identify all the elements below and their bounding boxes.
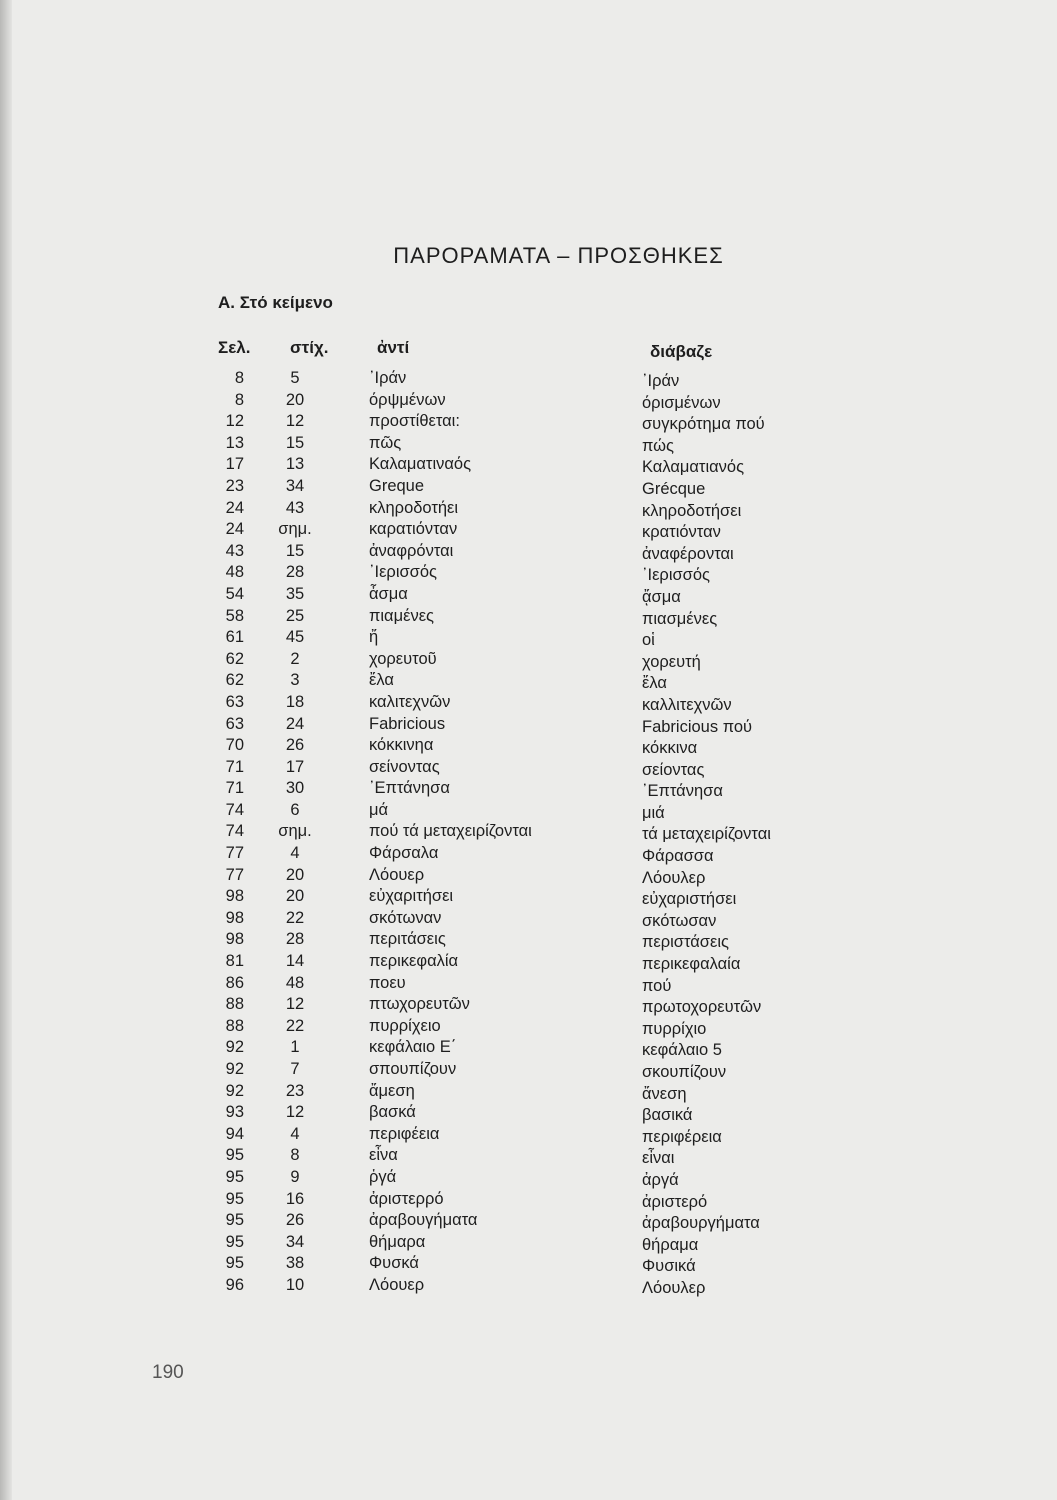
errata-row: [0, 562, 1057, 584]
errata-page-cell: 92: [225, 1081, 244, 1100]
errata-read-cell: ᾿Ιερισσός: [642, 566, 710, 585]
errata-page-cell: 12: [225, 412, 244, 431]
errata-instead-cell: σκότωναν: [369, 908, 442, 927]
errata-read-cell: Λόουλερ: [642, 868, 706, 887]
errata-line-cell: 43: [285, 498, 305, 517]
errata-read-cell: κληροδοτήσει: [642, 501, 742, 520]
errata-read-cell: ᾿Επτάνησα: [642, 782, 723, 801]
errata-line-cell: 7: [290, 1060, 300, 1078]
errata-instead-cell: σείνοντας: [369, 757, 440, 776]
errata-instead-cell: κληροδοτήει: [369, 498, 459, 517]
errata-row: [0, 1037, 1057, 1059]
errata-line-cell: 25: [285, 606, 305, 625]
errata-row: [0, 1059, 1057, 1081]
errata-row: [0, 1210, 1057, 1232]
errata-instead-cell: ἀναφρόνται: [369, 541, 454, 560]
errata-page-cell: 63: [225, 714, 244, 733]
errata-page-cell: 98: [225, 887, 244, 906]
errata-instead-cell: περιτάσεις: [369, 930, 446, 949]
errata-row: [0, 1189, 1057, 1211]
errata-read-cell: Fabricious πού: [642, 717, 753, 736]
errata-instead-cell: κόκκινηα: [369, 736, 434, 755]
errata-row: [0, 584, 1057, 606]
errata-line-cell: 2: [290, 649, 300, 668]
errata-page-cell: 48: [225, 563, 244, 582]
errata-instead-cell: καλιτεχνῶν: [369, 692, 451, 711]
errata-page-cell: 58: [225, 606, 244, 625]
errata-page-cell: 74: [225, 822, 244, 841]
errata-instead-cell: εὐχαριτήσει: [369, 887, 454, 906]
errata-read-cell: τά μεταχειρίζονται: [642, 825, 771, 844]
errata-line-cell: 34: [285, 1232, 305, 1251]
column-header-read: διάβαζε: [650, 342, 713, 361]
errata-read-cell: πού: [642, 976, 672, 995]
errata-instead-cell: εἶνα: [369, 1146, 398, 1165]
column-header-instead: ἀντί: [377, 338, 410, 357]
errata-read-cell: Λόουλερ: [642, 1278, 706, 1297]
errata-line-cell: 12: [285, 1103, 305, 1122]
errata-read-cell: κρατιόνταν: [642, 523, 721, 542]
errata-page-cell: 8: [234, 390, 244, 409]
errata-line-cell: 8: [290, 1146, 300, 1165]
errata-line-cell: 14: [285, 952, 305, 971]
errata-row: [0, 994, 1057, 1016]
errata-page-cell: 88: [225, 995, 244, 1014]
errata-page-cell: 71: [225, 779, 244, 798]
page-title: ΠΑΡΟΡΑΜΑΤΑ – ΠΡΟΣΘΗΚΕΣ: [393, 243, 724, 268]
errata-row: [0, 411, 1057, 433]
errata-line-cell: 6: [290, 800, 300, 819]
errata-read-cell: κεφάλαιο 5: [642, 1041, 722, 1060]
errata-instead-cell: πού τά μεταχειρίζονται: [369, 822, 532, 841]
errata-instead-cell: βασκά: [369, 1103, 416, 1122]
errata-page-cell: 98: [225, 930, 244, 949]
errata-read-cell: κόκκινα: [642, 739, 698, 758]
errata-instead-cell: ἆσμα: [369, 584, 408, 603]
errata-line-cell: 22: [285, 908, 305, 927]
errata-row: [0, 390, 1057, 412]
errata-read-cell: εὐχαριστήσει: [642, 890, 737, 909]
errata-read-cell: ἀραβουργήματα: [642, 1214, 760, 1233]
errata-page-cell: 70: [225, 736, 244, 755]
errata-read-cell: όρισμένων: [642, 393, 721, 412]
errata-read-cell: καλλιτεχνῶν: [642, 695, 732, 714]
errata-line-cell: 28: [285, 563, 305, 582]
errata-read-cell: μιά: [642, 803, 665, 822]
errata-line-cell: 20: [285, 390, 305, 409]
errata-instead-cell: ἄμεση: [369, 1081, 415, 1100]
errata-read-cell: σείοντας: [642, 760, 705, 779]
errata-page-cell: 23: [225, 476, 244, 495]
errata-page-cell: 95: [225, 1232, 244, 1251]
page-number: 190: [152, 1362, 184, 1383]
errata-read-cell: ᾄσμα: [642, 587, 681, 606]
errata-instead-cell: Φάρσαλα: [369, 844, 439, 863]
errata-instead-cell: όρψμένων: [369, 390, 446, 409]
errata-read-cell: πώς: [642, 436, 674, 455]
errata-page-cell: 96: [225, 1275, 244, 1294]
errata-line-cell: 24: [285, 714, 305, 733]
errata-page-cell: 13: [225, 433, 244, 452]
errata-page-cell: 54: [225, 584, 244, 603]
errata-line-cell: 17: [285, 757, 305, 776]
errata-row: [0, 908, 1057, 930]
errata-read-cell: πρωτοχορευτῶν: [642, 998, 762, 1017]
errata-instead-cell: προστίθεται:: [369, 412, 460, 431]
errata-row: [0, 973, 1057, 995]
errata-instead-cell: ᾿Ιράν: [369, 369, 407, 387]
errata-line-cell: 1: [290, 1038, 300, 1057]
errata-instead-cell: χορευτοῦ: [369, 649, 437, 668]
errata-line-cell: 12: [285, 995, 305, 1014]
errata-page-cell: 81: [225, 952, 244, 971]
errata-row: [0, 714, 1057, 736]
errata-line-cell: 48: [285, 973, 305, 992]
errata-line-cell: 34: [285, 476, 305, 495]
errata-page-cell: 71: [225, 757, 244, 776]
errata-page-cell: 24: [225, 498, 244, 517]
errata-read-cell: Φάρασσα: [642, 847, 714, 866]
errata-row: [0, 778, 1057, 800]
errata-instead-cell: πτωχορευτῶν: [369, 995, 470, 1014]
errata-read-cell: συγκρότημα πού: [642, 415, 765, 434]
errata-line-cell: σημ.: [278, 822, 312, 841]
errata-instead-cell: περιφέεια: [369, 1124, 440, 1143]
errata-instead-cell: πιαμένες: [369, 606, 435, 625]
errata-instead-cell: θήμαρα: [369, 1232, 426, 1251]
errata-page-cell: 63: [225, 692, 244, 711]
errata-read-cell: βασικά: [642, 1106, 693, 1125]
errata-row: [0, 886, 1057, 908]
errata-row: [0, 1232, 1057, 1254]
errata-instead-cell: περικεφαλία: [369, 952, 459, 971]
errata-line-cell: 35: [285, 584, 305, 603]
errata-line-cell: 4: [290, 844, 300, 863]
errata-table: [0, 368, 1057, 1297]
errata-instead-cell: ἀριστερρό: [369, 1189, 444, 1208]
errata-line-cell: 28: [285, 930, 305, 949]
errata-page-cell: 98: [225, 908, 244, 927]
errata-row: [0, 1253, 1057, 1275]
errata-read-cell: Φυσικά: [642, 1257, 696, 1276]
errata-row: [0, 1081, 1057, 1103]
errata-row: [0, 692, 1057, 714]
errata-line-cell: 22: [285, 1016, 305, 1035]
errata-row: [0, 433, 1057, 455]
errata-read-cell: οἱ: [642, 631, 655, 650]
errata-row: [0, 454, 1057, 476]
errata-row: [0, 627, 1057, 649]
errata-page-cell: 17: [225, 455, 244, 474]
errata-row: [0, 1124, 1057, 1146]
errata-row: [0, 1167, 1057, 1189]
errata-row: [0, 865, 1057, 887]
errata-page-cell: 62: [225, 671, 244, 690]
errata-page-cell: 95: [225, 1167, 244, 1186]
errata-instead-cell: ἀραβουγήματα: [369, 1211, 478, 1230]
errata-read-cell: ἀργά: [642, 1170, 679, 1189]
errata-read-cell: Grécque: [642, 479, 706, 498]
errata-page-cell: 95: [225, 1146, 244, 1165]
errata-line-cell: 18: [285, 692, 305, 711]
errata-read-cell: ἀριστερό: [642, 1192, 708, 1211]
errata-row: [0, 519, 1057, 541]
errata-instead-cell: ἤ: [369, 628, 379, 647]
errata-page-cell: 93: [225, 1103, 244, 1122]
errata-read-cell: Καλαματιανός: [642, 458, 745, 477]
errata-instead-cell: Λόουερ: [369, 1275, 425, 1294]
column-header-line: στίχ.: [290, 338, 329, 357]
errata-page-cell: 74: [225, 800, 244, 819]
errata-line-cell: 20: [285, 887, 305, 906]
errata-row: [0, 541, 1057, 563]
errata-line-cell: 45: [285, 628, 305, 647]
errata-row: [0, 476, 1057, 498]
errata-read-cell: περιστάσεις: [642, 933, 729, 952]
errata-page-cell: 95: [225, 1189, 244, 1208]
errata-row: [0, 951, 1057, 973]
errata-read-cell: ᾿Ιράν: [642, 372, 680, 390]
errata-line-cell: 26: [285, 736, 305, 755]
errata-row: [0, 735, 1057, 757]
errata-row: [0, 800, 1057, 822]
errata-instead-cell: σπουπίζουν: [369, 1060, 457, 1078]
errata-line-cell: 15: [285, 541, 305, 560]
column-header-page: Σελ.: [218, 338, 251, 357]
errata-row: [0, 368, 1057, 390]
errata-line-cell: 4: [290, 1124, 300, 1143]
errata-row: [0, 1145, 1057, 1167]
errata-instead-cell: Λόουερ: [369, 865, 425, 884]
errata-read-cell: περικεφαλαία: [642, 955, 741, 974]
errata-read-cell: ἄνεση: [642, 1084, 687, 1103]
errata-line-cell: σημ.: [278, 520, 312, 539]
errata-instead-cell: ἔλα: [369, 671, 394, 690]
errata-page-cell: 61: [225, 628, 244, 647]
errata-read-cell: χορευτή: [642, 652, 701, 671]
errata-line-cell: 23: [285, 1081, 305, 1100]
errata-row: [0, 843, 1057, 865]
errata-line-cell: 26: [285, 1211, 305, 1230]
errata-line-cell: 16: [285, 1189, 305, 1208]
errata-read-cell: σκότωσαν: [642, 911, 717, 930]
errata-line-cell: 15: [285, 433, 305, 452]
errata-instead-cell: καρατιόνταν: [369, 520, 458, 539]
errata-line-cell: 13: [285, 455, 305, 474]
errata-row: [0, 670, 1057, 692]
errata-page-cell: 95: [225, 1211, 244, 1230]
errata-page-cell: 95: [225, 1254, 244, 1273]
errata-page-cell: 86: [225, 973, 244, 992]
errata-read-cell: εἶναι: [642, 1149, 675, 1168]
errata-page-cell: 77: [225, 844, 244, 863]
errata-instead-cell: Φυσκά: [369, 1254, 419, 1273]
errata-row: [0, 1102, 1057, 1124]
errata-line-cell: 12: [285, 412, 305, 431]
errata-line-cell: 10: [285, 1275, 305, 1294]
errata-line-cell: 38: [285, 1254, 305, 1273]
errata-row: [0, 498, 1057, 520]
errata-instead-cell: ῥγά: [369, 1167, 397, 1186]
errata-instead-cell: κεφάλαιο Ε΄: [369, 1038, 457, 1057]
errata-page-cell: 62: [225, 649, 244, 668]
errata-row: [0, 757, 1057, 779]
errata-page-cell: 8: [234, 369, 244, 387]
errata-instead-cell: Καλαματιναός: [369, 455, 472, 474]
errata-instead-cell: Greque: [369, 476, 425, 495]
errata-instead-cell: ποευ: [369, 973, 406, 992]
errata-page-cell: 92: [225, 1038, 244, 1057]
errata-instead-cell: ᾿Ιερισσός: [369, 563, 437, 582]
errata-page-cell: 24: [225, 520, 244, 539]
errata-page-cell: 43: [225, 541, 244, 560]
errata-read-cell: πιασμένες: [642, 609, 718, 628]
errata-row: [0, 649, 1057, 671]
errata-read-cell: θήραμα: [642, 1235, 699, 1254]
errata-read-cell: ἀναφέρονται: [642, 544, 734, 563]
errata-instead-cell: ᾿Επτάνησα: [369, 779, 450, 798]
errata-instead-cell: μά: [369, 800, 389, 819]
errata-page-cell: 88: [225, 1016, 244, 1035]
section-subtitle: Α. Στό κείμενο: [218, 293, 333, 312]
errata-read-cell: περιφέρεια: [642, 1127, 722, 1146]
errata-row: [0, 1275, 1057, 1297]
errata-line-cell: 30: [285, 779, 305, 798]
errata-line-cell: 3: [290, 671, 300, 690]
errata-line-cell: 5: [290, 369, 300, 387]
errata-instead-cell: πῶς: [369, 433, 402, 452]
errata-row: [0, 821, 1057, 843]
errata-read-cell: ἔλα: [642, 674, 667, 693]
errata-line-cell: 9: [290, 1167, 300, 1186]
errata-page-cell: 94: [225, 1124, 244, 1143]
errata-line-cell: 20: [285, 865, 305, 884]
errata-row: [0, 606, 1057, 628]
errata-instead-cell: Fabricious: [369, 714, 446, 733]
errata-page-cell: 77: [225, 865, 244, 884]
errata-row: [0, 1016, 1057, 1038]
errata-row: [0, 929, 1057, 951]
errata-read-cell: σκουπίζουν: [642, 1063, 727, 1081]
errata-read-cell: πυρρίχιο: [642, 1019, 707, 1038]
errata-page-cell: 92: [225, 1060, 244, 1078]
errata-instead-cell: πυρρίχειο: [369, 1016, 441, 1035]
